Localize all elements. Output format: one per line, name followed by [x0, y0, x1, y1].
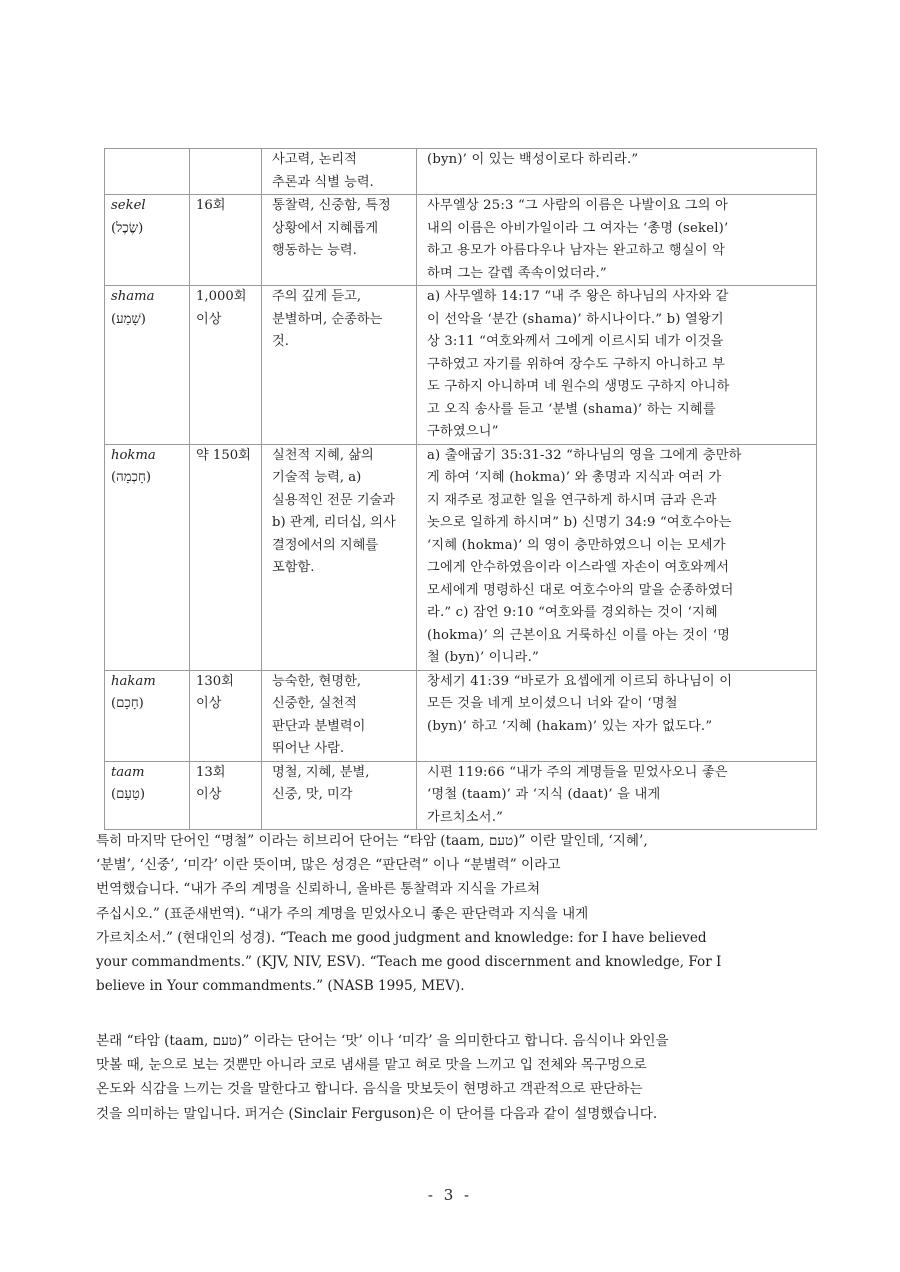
cell-line: 13회	[196, 764, 226, 780]
cell-line: b) 관계, 리더십, 의사	[272, 515, 396, 530]
cell-line: 이상	[196, 311, 222, 327]
cell-definition	[262, 444, 417, 670]
cell-scripture-example	[417, 670, 817, 761]
cell-definition	[262, 670, 417, 761]
cell-line: 분별하며, 순종하는	[272, 311, 383, 327]
cell-hebrew-word	[105, 761, 190, 830]
cell-line: 라.” c) 잠언 9:10 “여호와를 경외하는 것이 ‘지혜	[427, 605, 718, 620]
cell-line: 내의 이름은 아비가일이라 그 여자는 ‘총명 (sekel)’	[427, 220, 729, 236]
cell-line: (טַעַם)	[111, 787, 145, 802]
cell-line: 뛰어난 사람.	[272, 741, 345, 756]
cell-line: 포함함.	[272, 560, 315, 575]
cell-line: hakam	[111, 673, 156, 689]
cell-line: 주의 깊게 듣고,	[272, 289, 362, 304]
cell-line: 행동하는 능력.	[272, 243, 357, 258]
cell-hebrew-word	[105, 195, 190, 286]
cell-line: 1,000회	[196, 289, 247, 304]
table-row	[105, 761, 817, 830]
cell-line: 시편 119:66 “내가 주의 계명들을 믿었사오니 좋은	[427, 764, 728, 780]
cell-line: 명철, 지혜, 분별,	[272, 764, 370, 780]
cell-line: (byn)’ 하고 ‘지혜 (hakam)’ 있는 자가 없도다.”	[427, 718, 713, 734]
table-row	[105, 444, 817, 670]
cell-line: (חָכָם)	[111, 696, 144, 711]
cell-line: 그에게 안수하였음이라 이스라엘 자손이 여호와께서	[427, 560, 730, 575]
cell-line: ‘지혜 (hokma)’ 의 영이 충만하였으니 이는 모세가	[427, 537, 726, 553]
cell-line: 16회	[196, 198, 226, 213]
cell-hebrew-word	[105, 670, 190, 761]
paragraph-line: 온도와 식감을 느끼는 것을 말한다고 합니다. 음식을 맛보듯이 현명하고 객관적으로 판단하는	[96, 1081, 643, 1098]
table-body	[105, 149, 817, 830]
cell-line: 놋으로 일하게 하시며” b) 신명기 34:9 “여호수아는	[427, 515, 732, 530]
cell-line: 판단과 분별력이	[272, 718, 366, 734]
cell-scripture-example	[417, 761, 817, 830]
cell-hebrew-word	[105, 444, 190, 670]
cell-definition	[262, 761, 417, 830]
cell-line: (שֶׂכֶל)	[111, 220, 144, 236]
table-row	[105, 670, 817, 761]
cell-line: 신중, 맛, 미각	[272, 787, 353, 802]
cell-line: 기술적 능력, a)	[272, 470, 362, 485]
cell-scripture-example	[417, 195, 817, 286]
cell-line: 신중한, 실천적	[272, 696, 357, 711]
table-row	[105, 149, 817, 195]
paragraph-line: 것을 의미하는 말입니다. 퍼거슨 (Sinclair Ferguson)은 이 단어를 다음과 같이 설명했습니다.	[96, 1105, 658, 1122]
cell-line: 철 (byn)’ 이니라.”	[427, 650, 539, 665]
cell-line: taam	[111, 764, 145, 780]
paragraph-taam-origin	[96, 1029, 816, 1126]
page-number: - 3 -	[427, 1186, 473, 1204]
paragraph-line: 본래 “타암 (taam, טעם)” 이라는 단어는 ‘맛’ 이나 ‘미각’ 을 의미한다고 합니다. 음식이나 와인을	[96, 1033, 669, 1049]
cell-line: 모세에게 명령하신 대로 여호수아의 말을 순종하였더	[427, 582, 734, 598]
table-row	[105, 195, 817, 286]
cell-line: 실천적 지혜, 삶의	[272, 447, 374, 463]
cell-occurrence-count	[190, 195, 262, 286]
cell-line: 게 하여 ‘지혜 (hokma)’ 와 총명과 지식과 여러 가	[427, 470, 722, 485]
cell-line: 이 선악을 ‘분간 (shama)’ 하시나이다.” b) 열왕기	[427, 311, 724, 327]
cell-scripture-example	[417, 286, 817, 445]
cell-line: 도 구하지 아니하며 네 원수의 생명도 구하지 아니하	[427, 379, 730, 394]
cell-occurrence-count	[190, 670, 262, 761]
cell-hebrew-word	[105, 286, 190, 445]
cell-line: 약 150회	[196, 447, 251, 463]
cell-line: 모든 것을 네게 보이셨으니 너와 같이 ‘명철	[427, 696, 678, 711]
cell-line: 통찰력, 신중함, 특정	[272, 198, 391, 213]
paragraph-line: your commandments.” (KJV, NIV, ESV). “Teach me good discernment and knowledge, For I	[96, 954, 722, 971]
cell-line: (byn)’ 이 있는 백성이로다 하리라.”	[427, 152, 639, 167]
cell-line: 가르치소서.”	[427, 809, 504, 825]
cell-line: 상 3:11 “여호와께서 그에게 이르시되 네가 이것을	[427, 334, 724, 349]
cell-line: 130회	[196, 673, 234, 689]
cell-line: (שָׁמַע)	[111, 311, 146, 327]
cell-definition	[262, 149, 417, 195]
paragraph-line: believe in Your commandments.” (NASB 1995, MEV).	[96, 978, 465, 995]
cell-occurrence-count	[190, 286, 262, 445]
cell-line: 사고력, 논리적	[272, 152, 357, 167]
cell-line: 창세기 41:39 “바로가 요셉에게 이르되 하나님이 이	[427, 673, 733, 689]
cell-line: 능숙한, 현명한,	[272, 673, 362, 689]
cell-line: sekel	[111, 198, 146, 213]
paragraph-line: ‘분별’, ‘신중’, ‘미각’ 이란 뜻이며, 많은 성경은 “판단력” 이나 “분별력” 이라고	[96, 857, 561, 874]
cell-line: 구하였고 자기를 위하여 장수도 구하지 아니하고 부	[427, 356, 726, 372]
cell-line: 사무엘상 25:3 “그 사람의 이름은 나발이요 그의 아	[427, 198, 729, 213]
cell-line: 결정에서의 지혜를	[272, 537, 379, 553]
cell-line: a) 사무엘하 14:17 “내 주 왕은 하나님의 사자와 같	[427, 289, 729, 304]
cell-occurrence-count	[190, 149, 262, 195]
cell-occurrence-count	[190, 444, 262, 670]
cell-line: 것.	[272, 334, 289, 349]
paragraph-line: 가르치소서.” (현대인의 성경). “Teach me good judgment and knowledge: for I have believed	[96, 929, 707, 946]
paragraph-line: 특히 마지막 단어인 “명철” 이라는 히브리어 단어는 “타암 (taam, טעם)” 이란 말인데, ‘지혜’,	[96, 833, 648, 849]
cell-line: 하고 용모가 아름다우나 남자는 완고하고 행실이 악	[427, 243, 726, 258]
cell-line: 이상	[196, 787, 222, 802]
paragraph-line: 주십시오.” (표준새번역). “내가 주의 계명을 믿었사오니 좋은 판단력과 지식을 내게	[96, 905, 589, 922]
cell-line: 지 재주로 정교한 일을 연구하게 하시며 금과 은과	[427, 492, 717, 508]
cell-line: 추론과 식별 능력.	[272, 174, 374, 190]
table-row	[105, 286, 817, 445]
cell-line: (hokma)’ 의 근본이요 거룩하신 이를 아는 것이 ‘명	[427, 627, 731, 643]
cell-line: a) 출애굽기 35:31-32 “하나님의 영을 그에게 충만하	[427, 447, 742, 463]
paragraph-line: 맛볼 때, 눈으로 보는 것뿐만 아니라 코로 냄새를 맡고 혀로 맛을 느끼고 입 전체와 목구멍으로	[96, 1057, 647, 1074]
cell-line: 이상	[196, 696, 222, 711]
cell-occurrence-count	[190, 761, 262, 830]
word-comparison-table	[104, 148, 817, 830]
cell-definition	[262, 286, 417, 445]
paragraph-taam-meaning	[96, 829, 816, 998]
cell-line: ‘명철 (taam)’ 과 ‘지식 (daat)’ 을 내게	[427, 787, 661, 802]
cell-hebrew-word	[105, 149, 190, 195]
paragraph-line: 번역했습니다. “내가 주의 계명을 신뢰하니, 올바른 통찰력과 지식을 가르쳐	[96, 881, 541, 898]
cell-line: 고 오직 송사를 듣고 ‘분별 (shama)’ 하는 지혜를	[427, 401, 716, 417]
cell-scripture-example	[417, 444, 817, 670]
cell-line: 상황에서 지혜롭게	[272, 220, 379, 236]
cell-line: (חָכְמָה)	[111, 470, 151, 485]
cell-line: shama	[111, 289, 155, 304]
cell-line: 실용적인 전문 기술과	[272, 492, 396, 508]
cell-scripture-example	[417, 149, 817, 195]
cell-definition	[262, 195, 417, 286]
cell-line: hokma	[111, 447, 156, 463]
cell-line: 하며 그는 갈렙 족속이었더라.”	[427, 265, 607, 281]
cell-line: 구하였으니”	[427, 424, 499, 439]
